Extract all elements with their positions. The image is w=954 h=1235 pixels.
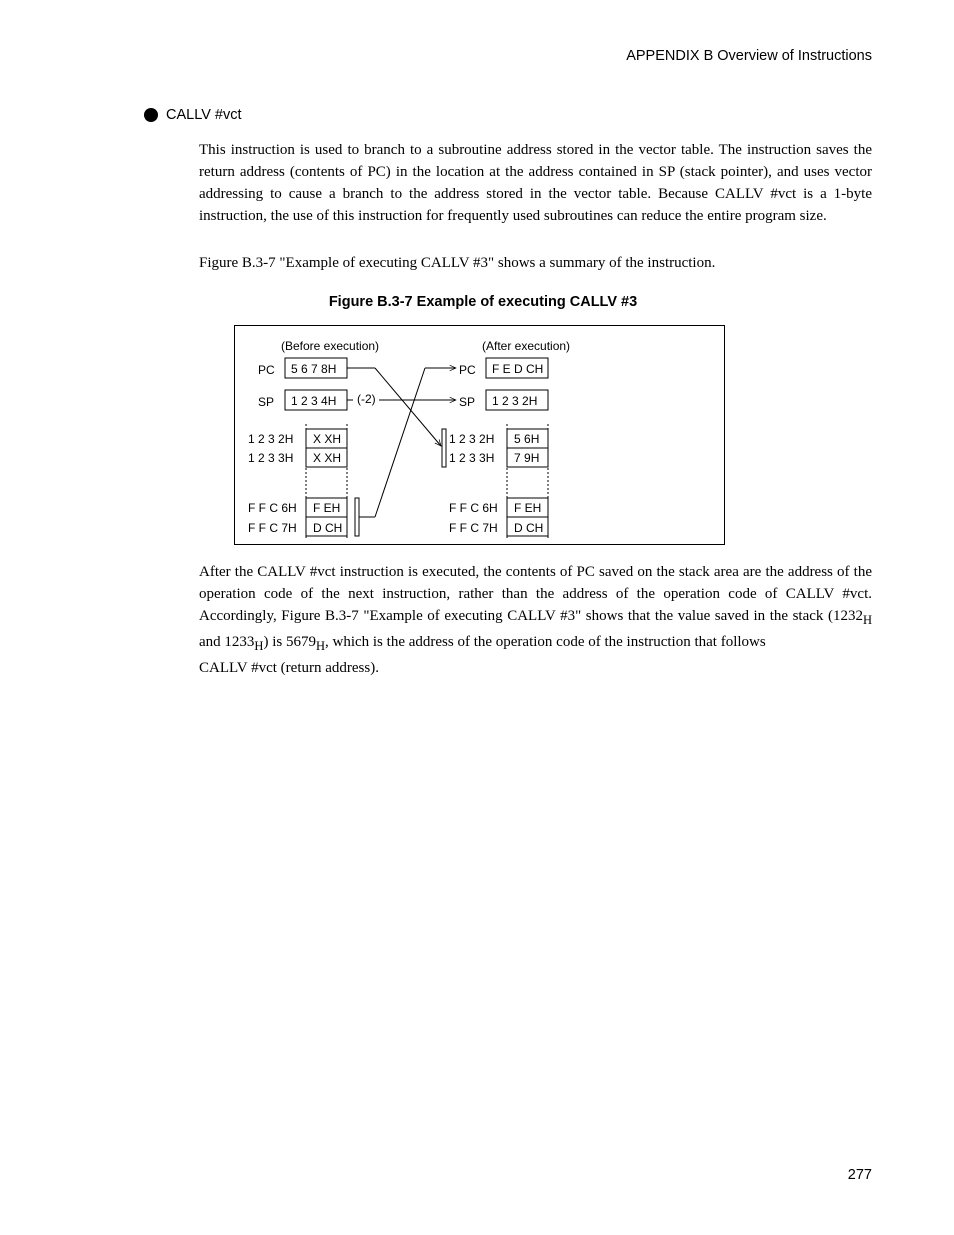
page-number: 277 (847, 1167, 872, 1183)
after-stack-value-1: 5 6H (514, 432, 540, 446)
after-vector-addr-2: F F C 7H (449, 521, 498, 535)
callv-diagram (235, 326, 726, 546)
before-pc-label: PC (258, 363, 275, 377)
section-heading (144, 107, 242, 123)
before-vector-bracket (355, 498, 359, 536)
before-stack-addr-2: 1 2 3 3H (248, 451, 294, 465)
after-pc-value: F E D CH (492, 362, 544, 376)
running-header: APPENDIX B Overview of Instructions (626, 48, 872, 64)
callv-figure (234, 325, 725, 545)
after-vector-value-1: F EH (514, 501, 542, 515)
after-sp-value: 1 2 3 2H (492, 394, 538, 408)
after-pc-label: PC (459, 363, 476, 377)
after-sp-label: SP (459, 395, 476, 409)
before-sp-label: SP (258, 395, 275, 409)
after-stack-value-2: 7 9H (514, 451, 540, 465)
before-sp-value: 1 2 3 4H (291, 394, 337, 408)
before-vector-addr-2: F F C 7H (248, 521, 297, 535)
before-stack-value-1: X XH (313, 432, 342, 446)
figure-reference-paragraph: Figure B.3-7 "Example of executing CALLV #3" shows a summary of the instruction. (199, 255, 716, 271)
before-vector-value-1: F EH (313, 501, 341, 515)
explanation-paragraph: After the CALLV #vct instruction is executed, the contents of PC saved on the stack area are the address of the operation code of the next instruction, rather than the address of the operation code of CALLV #vct. Accordingly, Figure B.3-7 "Example of executing CALLV #3" shows that the value saved in the stack ($1232_H$ and $1233_H$) is $5679_H$, which is the address of the operation code of the instruction that follows CALLV #vct (return address). (199, 564, 873, 676)
pc-save-arrow (375, 368, 441, 446)
after-label: (After execution) (482, 339, 571, 353)
after-stack-bracket (442, 429, 446, 467)
before-label: (Before execution) (281, 339, 380, 353)
before-vector-value-2: D CH (313, 521, 343, 535)
after-stack-addr-2: 1 2 3 3H (449, 451, 495, 465)
section-title: CALLV #vct (166, 107, 242, 123)
before-pc-value: 5 6 7 8H (291, 362, 337, 376)
before-vector-addr-1: F F C 6H (248, 501, 297, 515)
before-stack-addr-1: 1 2 3 2H (248, 432, 294, 446)
intro-paragraph: This instruction is used to branch to a subroutine address stored in the vector table. The instruction saves the return address (contents of PC) in the location at the address contained in SP (stack pointer), and uses vector addressing to cause a branch to the address stored in the vector table. Because CALLV #vct is a 1-byte instruction, the use of this instruction for frequently used subroutines can reduce the entire program size. (199, 142, 872, 224)
before-stack-value-2: X XH (313, 451, 342, 465)
sp-adjust-label: (-2) (357, 392, 376, 406)
bullet-icon (144, 108, 158, 122)
figure-caption: Figure B.3-7 Example of executing CALLV #3 (328, 294, 638, 310)
after-vector-value-2: D CH (514, 521, 544, 535)
after-stack-addr-1: 1 2 3 2H (449, 432, 495, 446)
after-vector-addr-1: F F C 6H (449, 501, 498, 515)
